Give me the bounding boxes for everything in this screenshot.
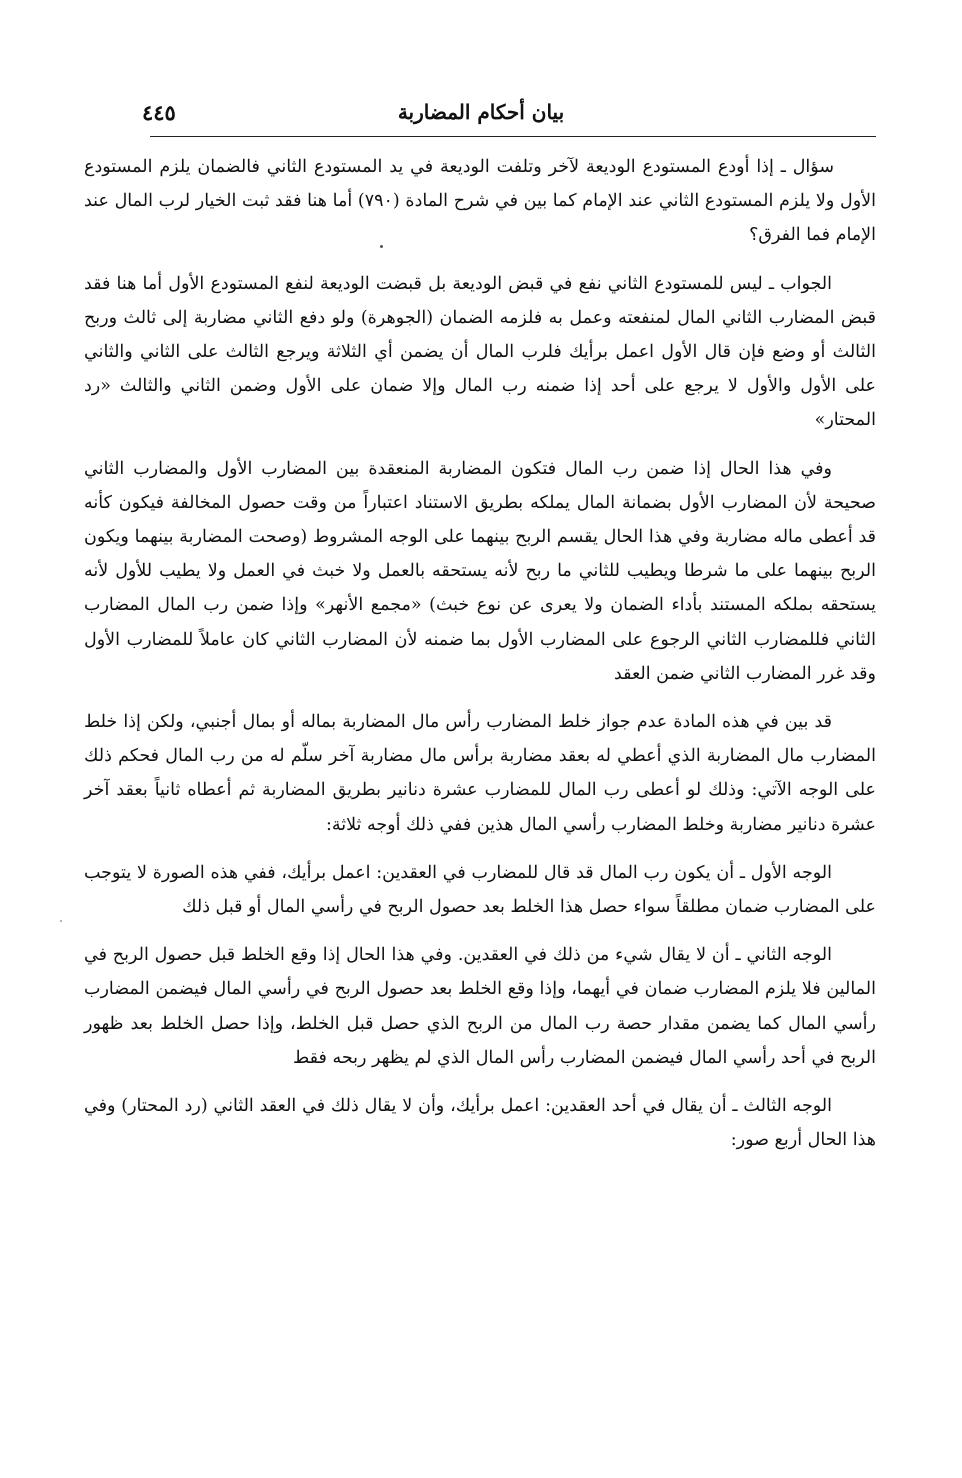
paragraph-guarantee: وفي هذا الحال إذا ضمن رب المال فتكون المضاربة المنعقدة بين المضارب الأول والمضارب الثاني صحيحة لأن المضارب الأول بضمانة المال يملكه بطريق الاستناد اعتباراً من وقت حصول المخالفة فيكون كأنه قد أعطى ماله مضاربة وفي هذا الحال يقسم الربح بينهما على الوجه المشروط (وصحت المضاربة بينهما ويكون الربح بينهما على ما شرطا ويطيب للثاني ما ربح لأنه يستحقه بالعمل ولا خبث في العمل ولا يطيب للأول لأنه يستحقه بملكه المستند بأداء الضمان ولا يعرى عن نوع خبث) «مجمع الأنهر» وإذا ضمن رب المال المضارب الثاني فللمضارب الثاني الرجوع على المضارب الأول بما ضمنه لأن المضارب الثاني كان عاملاً للمضارب الأول وقد غرر المضارب الثاني ضمن العقد [84, 458, 876, 684]
paragraph-answer: الجواب ـ ليس للمستودع الثاني نفع في قبض الوديعة بل قبضت الوديعة لنفع المستودع الأول أما هنا فقد قبض المضارب الثاني المال لمنفعته وعمل به فلزمه الضمان (الجوهرة) ولو دفع الثاني مضاربة إلى ثالث وربح الثالث أو وضع فإن قال الأول اعمل برأيك فلرب المال أن يضمن أي الثلاثة ويرجع الثالث على الثاني والثاني على الأول والأول لا يرجع على أحد إذا ضمنه رب المال وإلا ضمان على الأول وضمن الثاني والثالث «رد المحتار» [84, 273, 876, 431]
scan-speck [380, 245, 383, 248]
paragraph-question: سؤال ـ إذا أودع المستودع الوديعة لآخر وتلفت الوديعة في يد المستودع الثاني فالضمان يلزم المستودع الأول ولا يلزم المستودع الثاني عند الإمام كما بين في شرح المادة (٧٩٠) أما هنا فقد ثبت الخيار لرب المال عند الإمام فما الفرق؟ [84, 157, 876, 246]
page-body [84, 150, 876, 1171]
paragraph-third-aspect: الوجه الثالث ـ أن يقال في أحد العقدين: اعمل برأيك، وأن لا يقال ذلك في العقد الثاني (رد المحتار) وفي هذا الحال أربع صور: [84, 1096, 876, 1151]
paragraph-second-aspect: الوجه الثاني ـ أن لا يقال شيء من ذلك في العقدين. وفي هذا الحال إذا وقع الخلط قبل حصول الربح في المالين فلا يلزم المضارب ضمان في أيهما، وإذا وقع الخلط بعد حصول الربح في رأسي المال فيضمن المضارب رأسي المال كما يضمن مقدار حصة رب المال من الربح الذي حصل قبل الخلط، وإذا حصل الخلط بعد ظهور الربح في أحد رأسي المال فيضمن المضارب رأس المال الذي لم يظهر ربحه فقط [84, 945, 876, 1068]
page-number: ٤٤٥ [142, 100, 176, 125]
running-title: بيان أحكام المضاربة [397, 100, 565, 124]
scan-speck [60, 920, 62, 922]
header-divider [150, 136, 876, 137]
paragraph-first-aspect: الوجه الأول ـ أن يكون رب المال قد قال للمضارب في العقدين: اعمل برأيك، ففي هذه الصورة لا يتوجب على المضارب ضمان مطلقاً سواء حصل هذا الخلط بعد حصول الربح في رأسي المال أو قبل ذلك [84, 862, 876, 918]
page-header [86, 98, 876, 132]
paragraph-mixing: قد بين في هذه المادة عدم جواز خلط المضارب رأس مال المضاربة بماله أو بمال أجنبي، ولكن إذا خلط المضارب مال المضاربة الذي أعطي له بعقد مضاربة برأس مال مضاربة آخر سلّم له من رب المال فحكم ذلك على الوجه الآتي: وذلك لو أعطى رب المال للمضارب عشرة دنانير بطريق المضاربة ثم أعطاه ثانياً بعقد آخر عشرة دنانير مضاربة وخلط المضارب رأسي المال هذين ففي ذلك أوجه ثلاثة: [84, 712, 876, 835]
